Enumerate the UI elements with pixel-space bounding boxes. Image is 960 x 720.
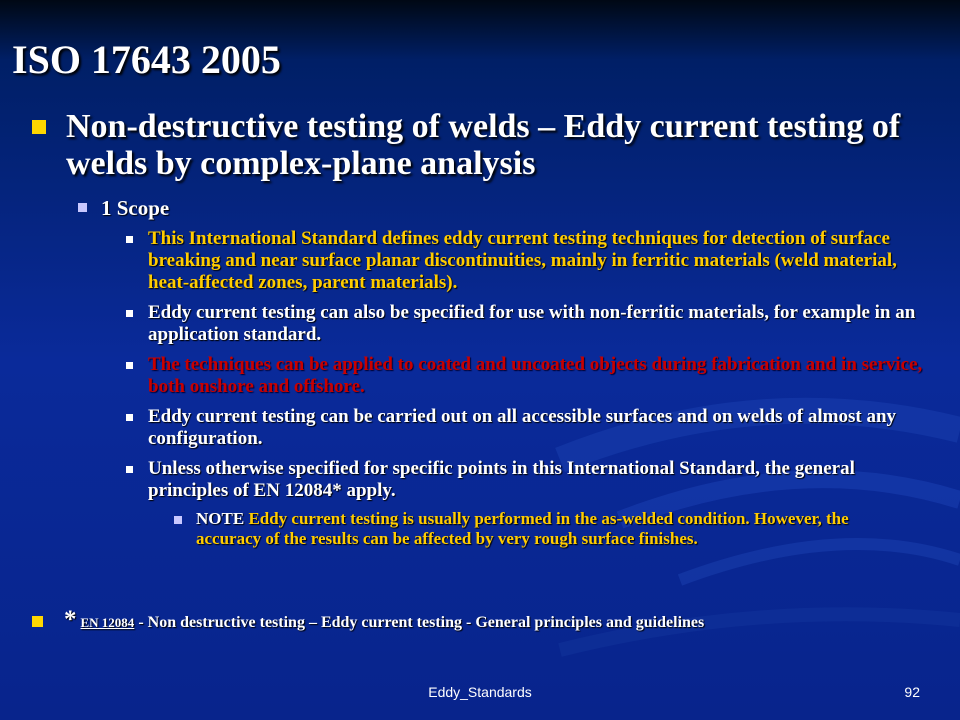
- square-bullet-icon: [32, 616, 43, 627]
- scope-point-text: Eddy current testing can be carried out on all accessible surfaces and on welds of almost any configuration.: [148, 406, 897, 449]
- footnote-bullet: [32, 606, 932, 634]
- scope-point-text: The techniques can be applied to coated and uncoated objects during fabrication and in service, both onshore and offshore.: [148, 354, 923, 397]
- scope-point-text: Unless otherwise specified for specific points in this International Standard, the general principles of EN 12084* apply.: [148, 458, 855, 501]
- square-bullet-icon: [174, 516, 182, 524]
- main-bullet: [32, 108, 942, 182]
- scope-bullet: [78, 196, 169, 221]
- scope-point-5: [126, 458, 936, 502]
- scope-point-2: [126, 302, 936, 346]
- square-bullet-icon: [126, 414, 133, 421]
- square-bullet-icon: [126, 310, 133, 317]
- main-heading: Non-destructive testing of welds – Eddy current testing of welds by complex-plane analysis: [66, 108, 901, 182]
- note-text: Eddy current testing is usually performed in the as-welded condition. However, the accuracy of the results can be affected by very rough surface finishes.: [196, 509, 849, 548]
- square-bullet-icon: [78, 203, 87, 212]
- footnote-ref: EN 12084: [80, 615, 135, 630]
- scope-point-text: This International Standard defines eddy current testing techniques for detection of surface breaking and near surface planar discontinuities, mainly in ferritic materials (weld material, heat-affected zones, parent materials).: [148, 228, 897, 293]
- page-number: 92: [904, 684, 920, 700]
- slide-title: ISO 17643 2005: [12, 37, 281, 82]
- square-bullet-icon: [126, 466, 133, 473]
- footnote-text: - Non destructive testing – Eddy current testing - General principles and guidelines: [138, 614, 705, 631]
- scope-point-text: Eddy current testing can also be specified for use with non-ferritic materials, for example in an application standard.: [148, 302, 916, 345]
- scope-point-4: [126, 406, 936, 450]
- scope-point-3: [126, 354, 936, 398]
- square-bullet-icon: [126, 362, 133, 369]
- square-bullet-icon: [126, 236, 133, 243]
- note-label: NOTE: [196, 509, 245, 528]
- note-bullet: [174, 509, 914, 549]
- square-bullet-icon: [32, 120, 46, 134]
- footnote-star: *: [64, 606, 77, 633]
- scope-label: 1 Scope: [101, 196, 170, 220]
- footer-label: Eddy_Standards: [428, 684, 532, 700]
- scope-point-1: [126, 228, 936, 294]
